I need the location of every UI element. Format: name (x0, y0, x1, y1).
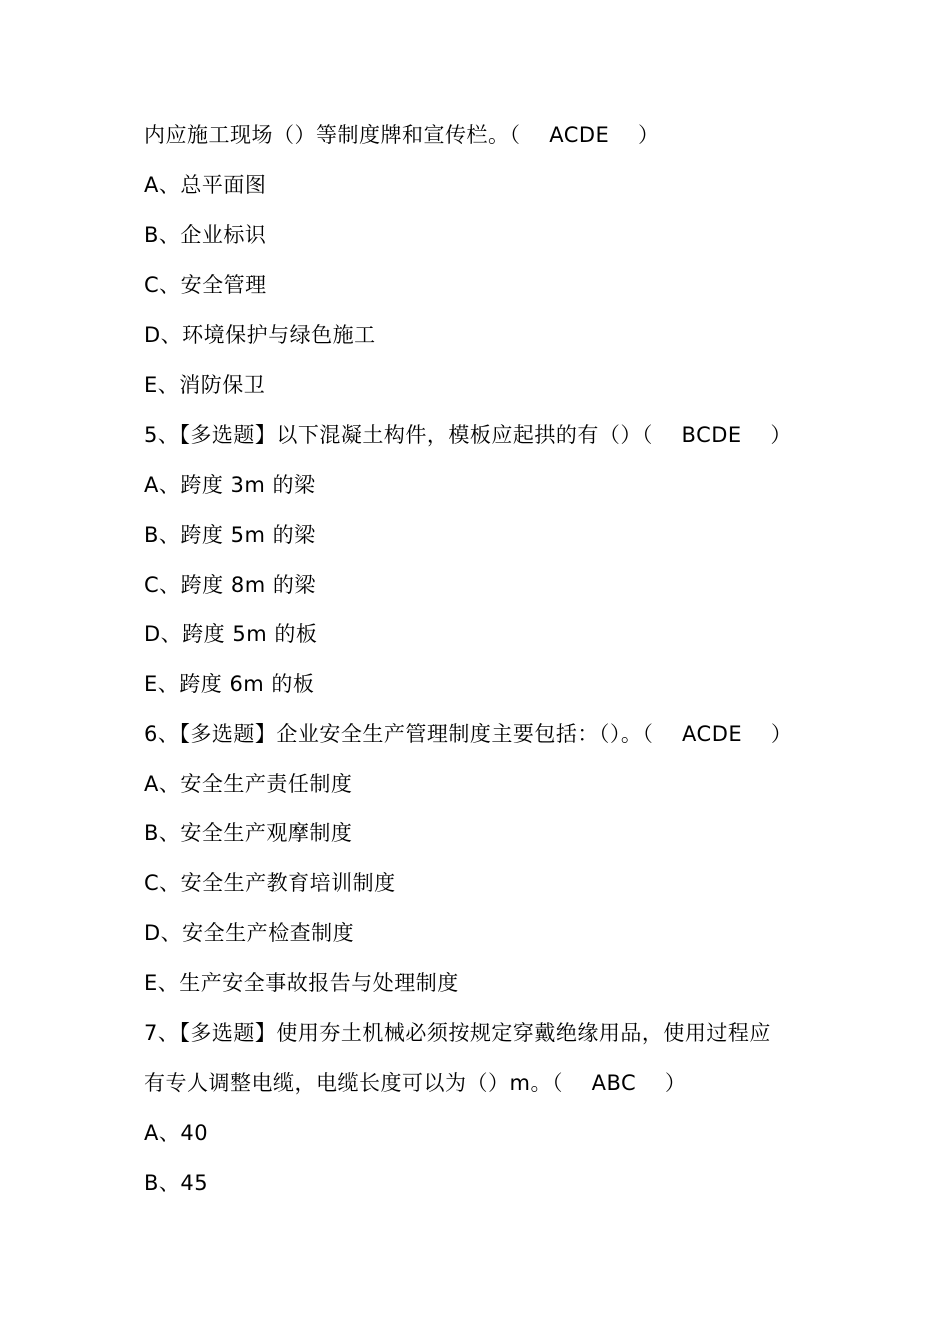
q6-option-d: D、安全生产检查制度 (144, 921, 355, 945)
question-5: 5、【多选题】以下混凝土构件，模板应起拱的有（）（ BCDE ） (144, 423, 792, 447)
q5-option-d: D、跨度 5m 的板 (144, 622, 318, 646)
q4-option-d: D、环境保护与绿色施工 (144, 323, 376, 347)
q5-option-b: B、跨度 5m 的梁 (144, 523, 316, 547)
q6-option-a: A、安全生产责任制度 (144, 772, 353, 796)
question-6: 6、【多选题】企业安全生产管理制度主要包括：（）。（ ACDE ） (144, 722, 793, 746)
question-7: 7、【多选题】使用夯土机械必须按规定穿戴绝缘用品，使用过程应 (144, 1021, 771, 1045)
q6-option-b: B、安全生产观摩制度 (144, 821, 353, 845)
q6-option-c: C、安全生产教育培训制度 (144, 871, 396, 895)
q4-option-c: C、安全管理 (144, 273, 267, 297)
q5-option-e: E、跨度 6m 的板 (144, 672, 315, 696)
q5-option-c: C、跨度 8m 的梁 (144, 573, 316, 597)
question-7-continuation: 有专人调整电缆，电缆长度可以为（）m。（ ABC ） (144, 1071, 687, 1095)
q4-option-e: E、消防保卫 (144, 373, 266, 397)
q4-option-b: B、企业标识 (144, 223, 267, 247)
question-4-continuation: 内应施工现场（）等制度牌和宣传栏。（ ACDE ） (144, 123, 660, 147)
q7-option-a: A、40 (144, 1121, 209, 1145)
q6-option-e: E、生产安全事故报告与处理制度 (144, 971, 459, 995)
q4-option-a: A、总平面图 (144, 173, 267, 197)
q7-option-b: B、45 (144, 1171, 209, 1195)
q5-option-a: A、跨度 3m 的梁 (144, 473, 316, 497)
